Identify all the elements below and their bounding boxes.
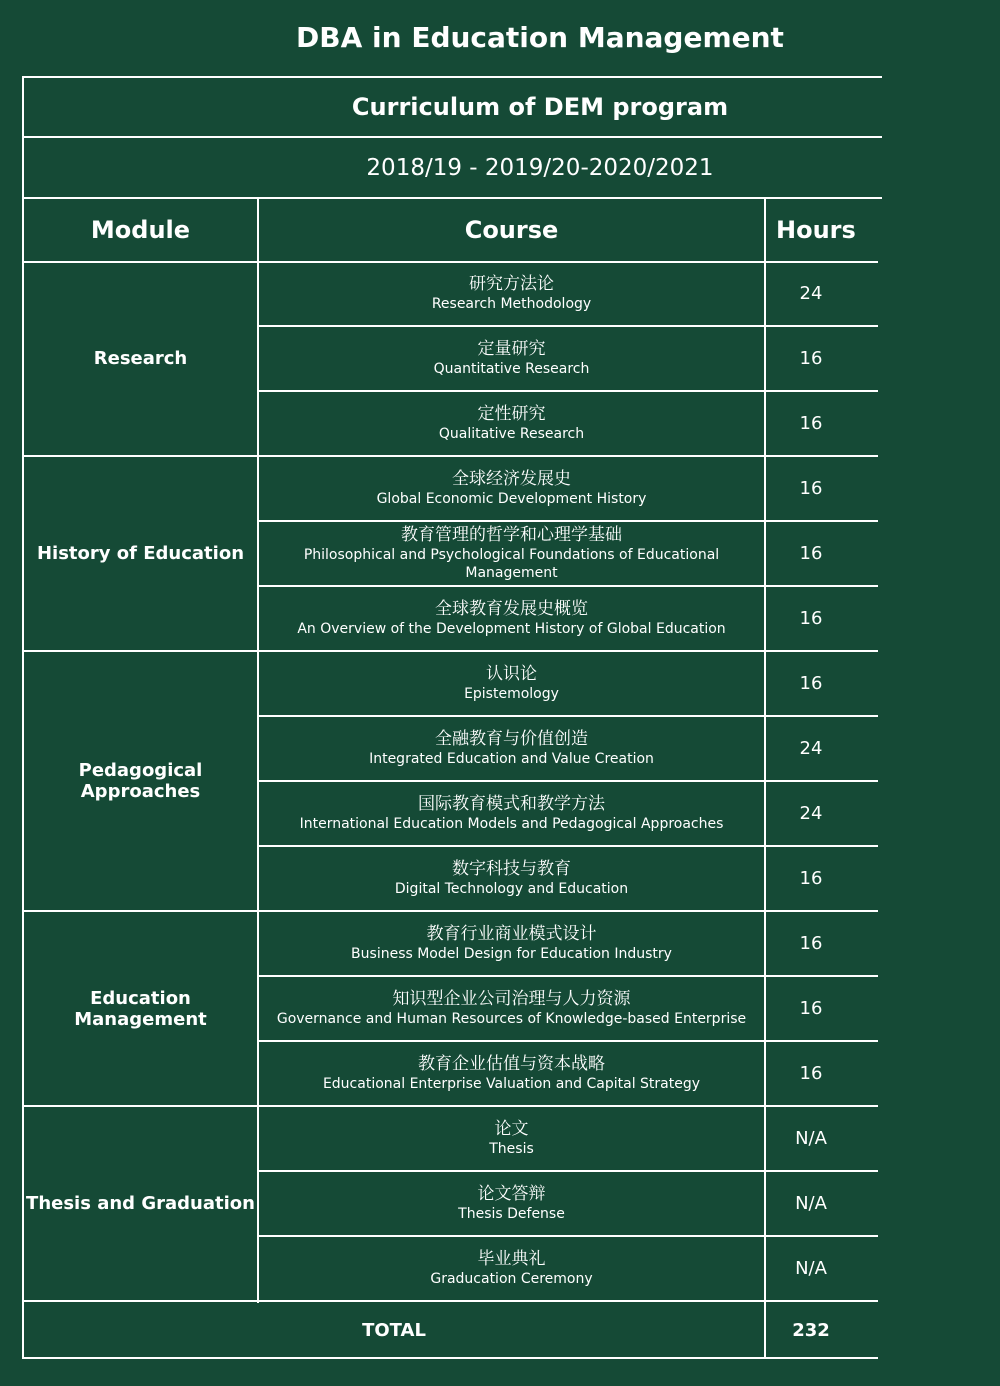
course-name-en: Governance and Human Resources of Knowledge-based Enterprise: [276, 1011, 747, 1027]
course-name-en: Quantitative Research: [433, 361, 590, 377]
course-name-zh: 数字科技与教育: [452, 859, 571, 879]
course-hours: 16: [799, 1063, 823, 1084]
course-name-zh: 研究方法论: [469, 274, 554, 294]
course-hours: N/A: [795, 1128, 827, 1149]
course-name-en: International Education Models and Pedagogical Approaches: [299, 816, 724, 832]
course-cell: [259, 1172, 764, 1235]
total-hours: 232: [792, 1320, 830, 1341]
course-name-zh: 教育管理的哲学和心理学基础: [401, 525, 622, 545]
course-name-zh: 定性研究: [477, 404, 546, 424]
course-cell: [259, 522, 764, 585]
course-name-en: Graducation Ceremony: [430, 1271, 593, 1287]
row-divider: [258, 1300, 878, 1302]
course-cell: [259, 327, 764, 390]
course-hours: 24: [799, 738, 823, 759]
course-name-en: Integrated Education and Value Creation: [369, 751, 654, 767]
course-cell: [259, 392, 764, 455]
course-cell: [259, 782, 764, 845]
course-cell: [259, 717, 764, 780]
course-hours: N/A: [795, 1258, 827, 1279]
course-hours: 16: [799, 413, 823, 434]
course-hours: 16: [799, 998, 823, 1019]
page-title: DBA in Education Management: [296, 21, 784, 54]
course-name-zh: 教育企业估值与资本战略: [418, 1054, 605, 1074]
course-hours: 24: [799, 803, 823, 824]
course-hours: 16: [799, 673, 823, 694]
course-name-zh: 全球经济发展史: [452, 469, 571, 489]
course-cell: [259, 977, 764, 1040]
course-name-zh: 知识型企业公司治理与人力资源: [392, 989, 631, 1009]
course-name-zh: 全融教育与价值创造: [435, 729, 588, 749]
table-subtitle: Curriculum of DEM program: [351, 93, 729, 121]
course-cell: [259, 262, 764, 325]
course-cell: [259, 1107, 764, 1170]
course-name-zh: 认识论: [486, 664, 537, 684]
course-hours: 16: [799, 868, 823, 889]
course-name-en: Epistemology: [464, 686, 559, 702]
course-name-en: Philosophical and Psychological Foundations of Educational Management: [303, 547, 720, 581]
course-hours: 24: [799, 283, 823, 304]
module-name: History of Education: [36, 543, 245, 564]
course-name-zh: 全球教育发展史概览: [435, 599, 588, 619]
course-name-zh: 定量研究: [477, 339, 546, 359]
course-name-en: Global Economic Development History: [376, 491, 647, 507]
course-cell: [259, 912, 764, 975]
course-cell: [259, 587, 764, 650]
course-name-zh: 国际教育模式和教学方法: [418, 794, 605, 814]
course-cell: [259, 847, 764, 910]
module-name: Thesis and Graduation: [26, 1193, 255, 1214]
course-name-en: Thesis: [489, 1141, 534, 1157]
course-name-zh: 毕业典礼: [477, 1249, 546, 1269]
academic-years: 2018/19 - 2019/20-2020/2021: [366, 154, 714, 181]
course-hours: 16: [799, 348, 823, 369]
course-name-en: Digital Technology and Education: [394, 881, 629, 897]
course-cell: [259, 1042, 764, 1105]
header-course: Course: [464, 216, 559, 244]
course-cell: [259, 457, 764, 520]
table-divider: [22, 1357, 878, 1359]
course-name-en: An Overview of the Development History of Global Education: [297, 621, 726, 637]
course-hours: 16: [799, 608, 823, 629]
header-hours: Hours: [776, 216, 856, 244]
course-hours: 16: [799, 933, 823, 954]
header-module: Module: [90, 216, 191, 244]
course-name-en: Qualitative Research: [438, 426, 585, 442]
course-hours: N/A: [795, 1193, 827, 1214]
course-name-zh: 教育行业商业模式设计: [426, 924, 597, 944]
course-cell: [259, 1237, 764, 1300]
module-name: Research: [93, 348, 188, 369]
course-name-zh: 论文答辩: [477, 1184, 546, 1204]
course-cell: [259, 652, 764, 715]
module-name: Pedagogical Approaches: [78, 760, 203, 802]
course-name-en: Business Model Design for Education Industry: [351, 946, 672, 962]
course-name-en: Thesis Defense: [458, 1206, 565, 1222]
course-hours: 16: [799, 543, 823, 564]
module-name: Education Management: [74, 987, 207, 1030]
course-name-en: Research Methodology: [431, 296, 592, 312]
course-hours: 16: [799, 478, 823, 499]
module-divider: [22, 1300, 258, 1302]
course-name-en: Educational Enterprise Valuation and Capital Strategy: [322, 1076, 701, 1092]
course-name-zh: 论文: [494, 1119, 529, 1139]
total-label: TOTAL: [362, 1320, 426, 1341]
